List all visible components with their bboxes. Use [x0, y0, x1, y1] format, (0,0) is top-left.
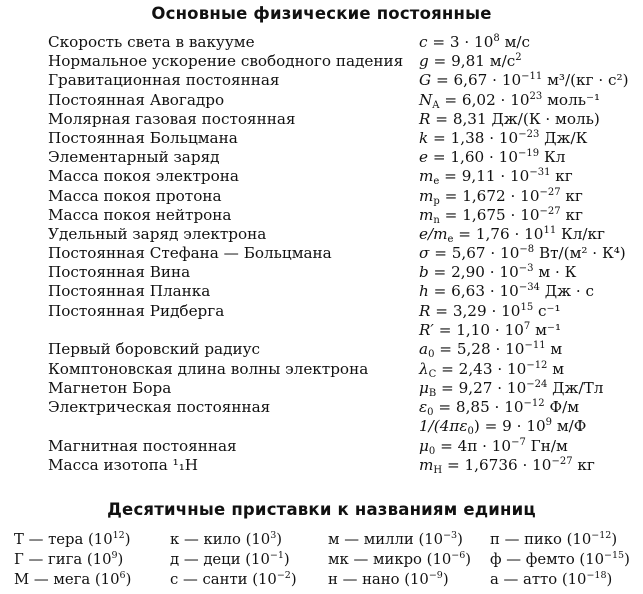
prefix-tail: ): [624, 551, 630, 568]
constant-value: [419, 52, 522, 71]
prefix-text: н — нано (10: [328, 571, 429, 588]
prefix-exponent: −12: [591, 530, 612, 541]
constants-table: [48, 33, 638, 475]
constant-unit: м⁻¹: [530, 320, 562, 339]
prefix-exponent: 9: [111, 550, 118, 561]
constant-unit: Вт/(м² · К⁴): [534, 244, 626, 263]
constant-value: [419, 225, 605, 244]
constant-value: [419, 437, 568, 456]
constant-symbol: m: [419, 205, 434, 224]
constant-row: [48, 225, 638, 244]
constant-subscript: C: [428, 368, 437, 380]
constant-exponent: 23: [529, 90, 543, 102]
constant-value: [419, 379, 603, 398]
constant-row: [48, 129, 638, 148]
constant-equation: = 1,76 · 10: [453, 224, 544, 243]
constant-name: Удельный заряд электрона: [48, 224, 267, 243]
constant-unit: кг: [560, 186, 583, 205]
prefix-exponent: −2: [276, 570, 291, 581]
constant-value: [419, 91, 600, 110]
prefix-exponent: 12: [112, 530, 125, 541]
constant-exponent: −31: [529, 167, 551, 179]
constant-value: [419, 33, 530, 52]
constant-symbol: R: [419, 109, 431, 128]
constant-symbol: b: [419, 263, 429, 282]
constant-name: Постоянная Вина: [48, 263, 191, 282]
constant-equation: = 1,38 · 10: [428, 128, 519, 147]
constant-unit: Дж/К: [539, 128, 588, 147]
prefix-exponent: −1: [269, 550, 284, 561]
constant-name: Скорость света в вакууме: [48, 33, 255, 51]
constant-row: [48, 33, 638, 52]
prefix-exponent: −6: [451, 550, 466, 561]
constant-subscript: p: [433, 195, 440, 207]
constant-name: Молярная газовая постоянная: [48, 109, 296, 128]
constant-exponent: −11: [521, 71, 543, 83]
constant-unit: Дж/Тл: [547, 378, 604, 397]
constant-equation: = 1,6736 · 10: [442, 455, 552, 474]
prefix-tail: ): [606, 571, 613, 588]
constant-name: Масса покоя нейтрона: [48, 205, 232, 224]
prefix-row: [14, 570, 640, 590]
constant-unit: кг: [572, 455, 595, 474]
constant-value: [419, 340, 562, 359]
constant-symbol: k: [419, 128, 429, 147]
constant-value: [419, 148, 565, 167]
constant-row: [48, 437, 638, 456]
constant-name: Магнитная постоянная: [48, 436, 237, 455]
prefix-tail: ): [611, 531, 618, 548]
constant-equation: = 6,67 · 10: [431, 71, 522, 90]
constant-row: [48, 148, 638, 167]
constant-value: [419, 244, 626, 263]
constant-exponent: −27: [551, 455, 573, 467]
constant-equation: = 5,28 · 10: [434, 340, 525, 359]
prefix-tail: ): [125, 571, 132, 588]
constant-unit: кг: [560, 205, 583, 224]
constant-exponent: −7: [511, 436, 526, 448]
constant-name: Первый боровский радиус: [48, 340, 261, 359]
prefix-exponent: −18: [586, 570, 607, 581]
constant-row: [48, 187, 638, 206]
constant-name: Гравитационная постоянная: [48, 71, 280, 90]
prefix-exponent: −15: [604, 550, 625, 561]
constant-unit: м³/(кг · с²): [542, 71, 629, 90]
constant-value: [419, 263, 576, 282]
constant-unit: Ф/м: [544, 397, 580, 416]
prefix-text: мк — микро (10: [328, 551, 452, 568]
constant-equation: = 1,672 · 10: [439, 186, 540, 205]
constant-equation: = 8,31 Дж/(К · моль): [430, 109, 600, 128]
prefix-text: с — санти (10: [170, 571, 277, 588]
prefix-text: к — кило (10: [170, 531, 271, 548]
constant-symbol: e: [419, 148, 428, 167]
constant-row: [48, 398, 638, 417]
constant-exponent: −8: [519, 244, 535, 256]
constant-symbol: m: [419, 186, 434, 205]
prefix-cell: [170, 530, 282, 550]
prefix-cell: [14, 530, 131, 550]
prefix-cell: [328, 570, 449, 590]
constant-subscript: e: [433, 176, 440, 188]
constant-symbol: λ: [419, 359, 429, 378]
constant-symbol: μ: [419, 436, 429, 455]
constant-exponent: −23: [518, 128, 540, 140]
prefix-cell: [328, 550, 471, 570]
prefix-text: д — деци (10: [170, 551, 270, 568]
prefix-text: М — мега (10: [14, 571, 120, 588]
constant-equation: = 3,29 · 10: [430, 301, 521, 320]
constant-row: [48, 282, 638, 301]
prefix-cell: [328, 530, 463, 550]
constant-subscript: 0: [428, 349, 435, 361]
constant-equation: = 6,63 · 10: [428, 282, 519, 301]
constant-row: [48, 52, 638, 71]
constant-exponent: 11: [543, 224, 557, 236]
prefix-tail: ): [465, 551, 472, 568]
prefix-tail: ): [442, 571, 449, 588]
constant-row: [48, 263, 638, 282]
prefix-text: Т — тера (10: [14, 531, 113, 548]
constant-value: [419, 167, 573, 186]
prefix-text: п — пико (10: [490, 531, 592, 548]
constant-row: [48, 206, 638, 225]
constant-unit: с⁻¹: [533, 301, 561, 320]
constant-equation: = 6,02 · 10: [439, 90, 530, 109]
constant-value: [419, 129, 587, 148]
constant-subscript: n: [433, 214, 440, 226]
constant-name: Электрическая постоянная: [48, 397, 271, 416]
constant-symbol: ε: [419, 397, 428, 416]
constant-equation: = 1,60 · 10: [428, 148, 519, 167]
constant-row: [48, 167, 638, 186]
prefix-row: [14, 530, 640, 550]
prefix-tail: ): [124, 531, 131, 548]
constant-subscript: B: [428, 387, 437, 399]
constant-equation: = 3 · 10: [427, 33, 494, 51]
prefix-cell: [170, 570, 297, 590]
constant-subscript: 0: [467, 426, 474, 438]
constant-exponent: −11: [524, 340, 546, 352]
prefix-text: ф — фемто (10: [490, 551, 605, 568]
prefixes-title: Десятичные приставки к названиям единиц: [107, 500, 536, 519]
prefix-text: а — атто (10: [490, 571, 587, 588]
constant-name: Элементарный заряд: [48, 148, 220, 167]
constant-name: Масса изотопа ¹₁H: [48, 455, 199, 474]
constant-row: [48, 110, 638, 129]
prefix-tail: ): [276, 531, 283, 548]
constant-symbol: m: [419, 167, 434, 186]
constant-name: Нормальное ускорение свободного падения: [48, 52, 404, 71]
constant-symbol: G: [419, 71, 432, 90]
constant-equation: = 1,675 · 10: [439, 205, 540, 224]
prefix-tail: ): [457, 531, 463, 548]
constant-exponent: −12: [526, 359, 548, 371]
constant-exponent: −3: [518, 263, 534, 275]
constant-subscript: 0: [427, 406, 434, 418]
constant-unit: кг: [550, 167, 573, 186]
constant-row: [48, 340, 638, 359]
prefix-text: м — милли (10: [328, 531, 444, 548]
constant-unit: м/с: [499, 33, 531, 51]
constant-exponent: −24: [526, 378, 548, 390]
constant-symbol: c: [419, 33, 428, 51]
constant-unit: м · К: [533, 263, 577, 282]
prefixes-table: [14, 530, 640, 590]
constant-symbol: N: [419, 90, 433, 109]
constant-row: [48, 244, 638, 263]
constant-equation: ) = 9 · 10: [473, 417, 546, 436]
constant-value: [419, 360, 564, 379]
prefix-cell: [490, 530, 617, 550]
constant-equation: = 4π · 10: [435, 436, 512, 455]
prefix-exponent: 6: [119, 570, 126, 581]
constant-unit: Кл/кг: [556, 224, 605, 243]
constant-unit: моль⁻¹: [542, 90, 601, 109]
constant-symbol: σ: [419, 244, 430, 263]
constant-value: [419, 206, 583, 225]
constants-title: Основные физические постоянные: [151, 4, 492, 23]
constant-row: [48, 456, 638, 475]
constant-row: [48, 379, 638, 398]
constant-unit: Кл: [539, 148, 566, 167]
constant-name: Комптоновская длина волны электрона: [48, 359, 369, 378]
constant-equation: = 5,67 · 10: [429, 244, 520, 263]
constant-exponent: 2: [515, 52, 522, 64]
constant-row: [48, 360, 638, 379]
constant-unit: м/Ф: [552, 417, 587, 436]
prefix-text: Г — гига (10: [14, 551, 112, 568]
constant-symbol: R′: [419, 320, 434, 339]
constant-exponent: 7: [523, 320, 531, 332]
constant-value: [419, 187, 583, 206]
prefix-cell: [490, 550, 630, 570]
constant-value: [419, 302, 561, 321]
constant-subscript: H: [433, 464, 443, 476]
constant-name: Масса покоя электрона: [48, 167, 239, 186]
constant-value: [419, 71, 629, 90]
constant-symbol: μ: [419, 378, 429, 397]
constant-equation: = 8,85 · 10: [433, 397, 524, 416]
constant-unit: м: [545, 340, 563, 359]
constant-row: [48, 91, 638, 110]
constant-unit: Гн/м: [525, 436, 568, 455]
constant-value: [419, 417, 586, 436]
constant-value: [419, 321, 561, 340]
prefix-tail: ): [283, 551, 290, 568]
constant-value: [419, 110, 600, 129]
constant-value: [419, 456, 595, 475]
constant-exponent: −12: [523, 397, 545, 409]
constant-symbol: R: [419, 301, 431, 320]
prefix-cell: [14, 570, 131, 590]
constant-subscript: A: [432, 99, 440, 111]
constant-symbol: h: [419, 282, 429, 301]
constant-exponent: 8: [493, 33, 500, 44]
constant-row: [48, 321, 638, 341]
constant-subscript: e: [447, 233, 454, 245]
constant-equation: = 9,27 · 10: [436, 378, 527, 397]
prefix-exponent: −3: [443, 530, 458, 541]
constant-name: Постоянная Авогадро: [48, 90, 225, 109]
constant-symbol: g: [419, 52, 429, 71]
constant-exponent: −27: [539, 186, 561, 198]
constant-exponent: 15: [520, 301, 534, 313]
constant-name: Магнетон Бора: [48, 378, 172, 397]
prefix-row: [14, 550, 640, 570]
constant-subscript: 0: [428, 445, 436, 457]
constant-value: [419, 398, 579, 417]
constant-unit: м: [547, 359, 565, 378]
constant-unit: Дж · с: [539, 282, 595, 301]
constant-exponent: −19: [518, 148, 540, 160]
constant-exponent: 9: [545, 417, 553, 429]
prefix-cell: [490, 570, 612, 590]
constant-name: Масса покоя протона: [48, 186, 222, 205]
prefix-exponent: 3: [270, 530, 277, 541]
constant-equation: = 2,90 · 10: [428, 263, 519, 282]
constant-row: [48, 417, 638, 437]
prefix-tail: ): [290, 571, 297, 588]
constant-value: [419, 282, 594, 301]
constant-equation: = 9,11 · 10: [439, 167, 530, 186]
constant-row: [48, 302, 638, 321]
prefix-cell: [170, 550, 290, 570]
constant-symbol: e/m: [419, 224, 448, 243]
constant-exponent: −27: [539, 205, 561, 217]
constant-equation: = 1,10 · 10: [433, 320, 524, 339]
constant-symbol: m: [419, 455, 434, 474]
prefix-exponent: −9: [428, 570, 443, 581]
prefix-tail: ): [117, 551, 124, 568]
constant-equation: = 2,43 · 10: [436, 359, 527, 378]
constant-name: Постоянная Ридберга: [48, 301, 225, 320]
constant-symbol: 1/(4πε: [419, 417, 468, 436]
constant-row: [48, 71, 638, 90]
constant-name: Постоянная Планка: [48, 282, 211, 301]
constant-exponent: −34: [518, 282, 540, 294]
constant-equation: = 9,81 м/с: [428, 52, 516, 71]
constant-name: Постоянная Больцмана: [48, 128, 238, 147]
prefix-cell: [14, 550, 123, 570]
constant-name: Постоянная Стефана — Больцмана: [48, 244, 332, 263]
constant-symbol: a: [419, 340, 429, 359]
